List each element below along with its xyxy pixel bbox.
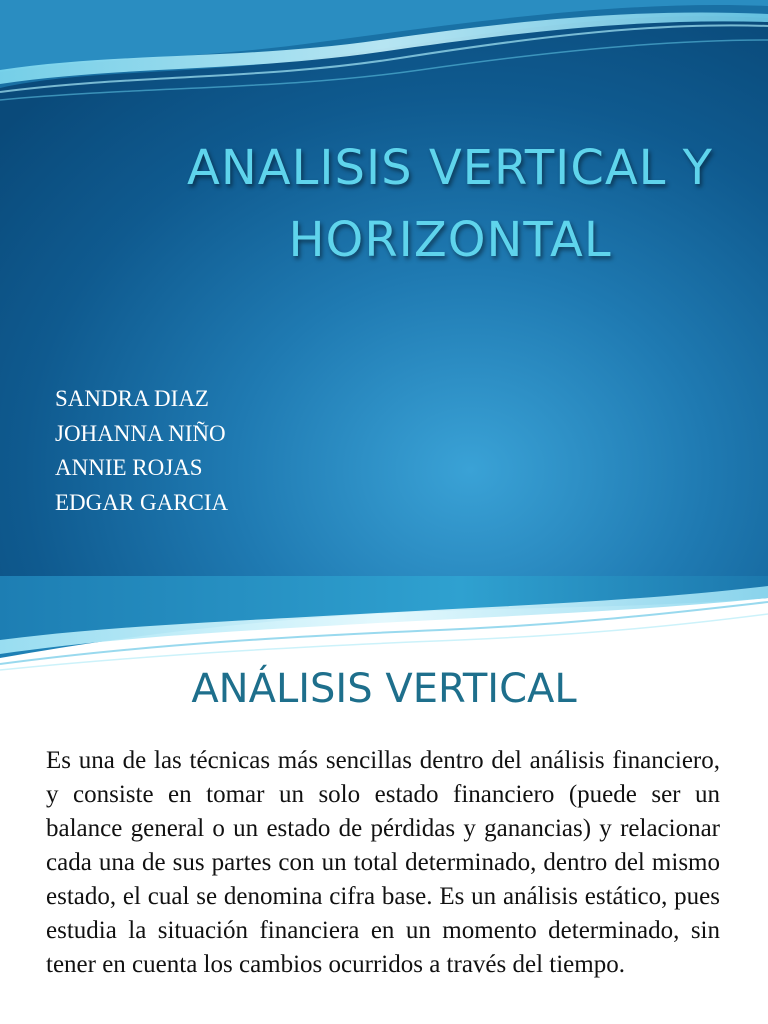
slide-heading: ANÁLISIS VERTICAL <box>191 666 577 712</box>
body-paragraph: Es una de las técnicas más sencillas dentro del análisis financiero, y consiste en tomar un solo estado financiero (puede ser un balance general o un estado de pérdidas y ganancias) y relacionar cada una de sus partes con un total determinado, dentro del mismo estado, el cual se denomina cifra base. Es un análisis estático, pues estudia la situación financiera en un momento determinado, sin tener en cuenta los cambios ocurridos a través del tiempo. <box>46 747 720 978</box>
author-list <box>55 382 228 520</box>
author-name: SANDRA DIAZ <box>55 386 209 411</box>
slide-title: ANALISIS VERTICAL Y HORIZONTAL <box>187 140 713 268</box>
content-slide <box>0 576 768 1024</box>
author-name: ANNIE ROJAS <box>55 455 203 480</box>
decorative-waves-top <box>0 576 768 671</box>
decorative-waves-top <box>0 0 768 110</box>
author-name: EDGAR GARCIA <box>55 489 229 515</box>
author-name: JOHANNA NIÑO <box>55 420 226 446</box>
